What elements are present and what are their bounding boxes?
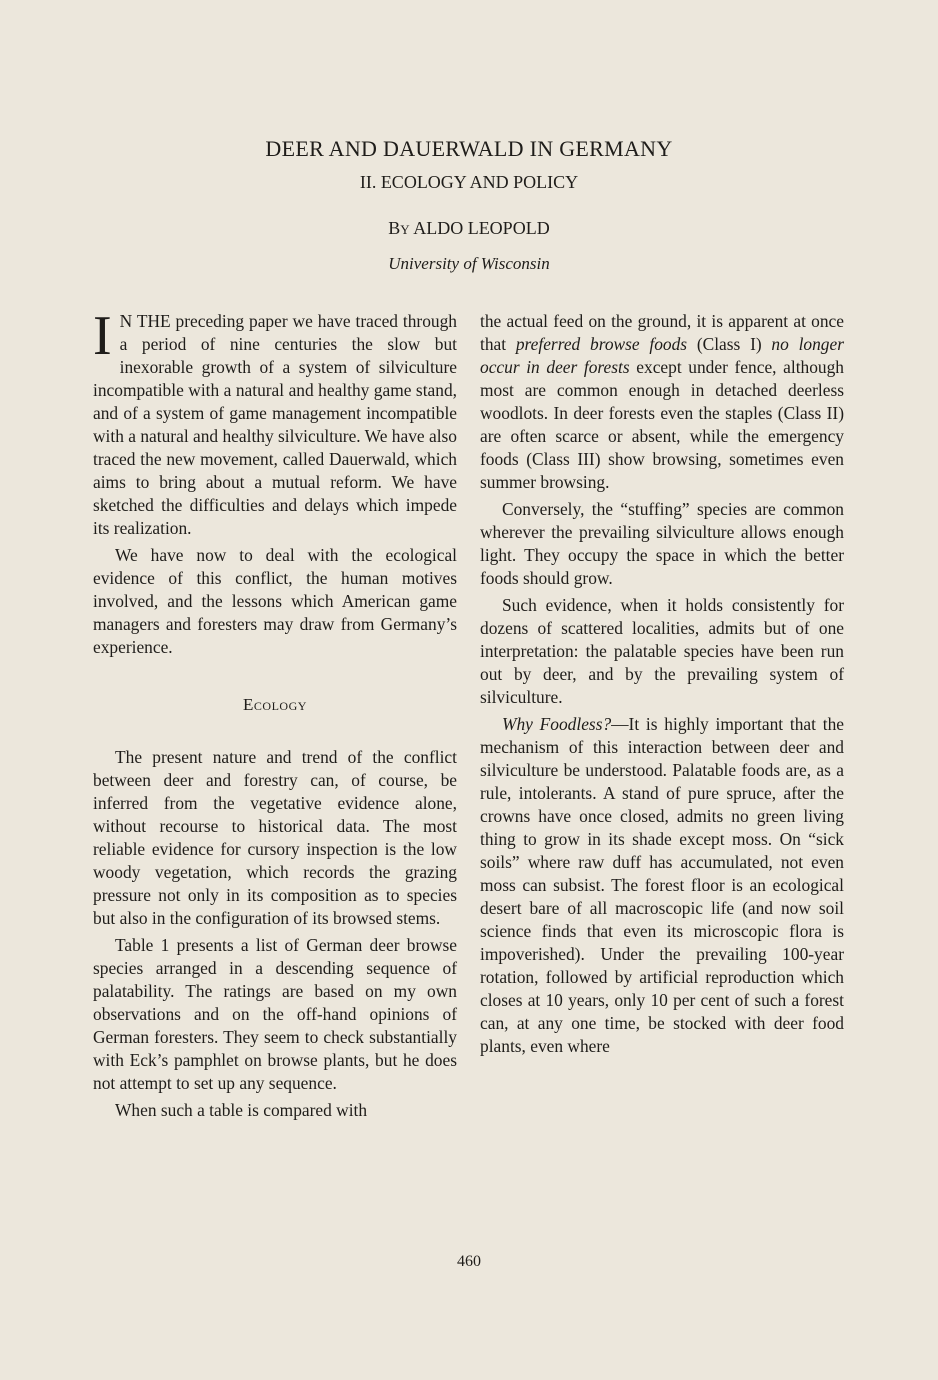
drop-cap: I <box>93 305 112 367</box>
paragraph-why-foodless <box>480 713 844 1058</box>
run-in-heading: Why Foodless? <box>502 714 612 734</box>
paragraph: We have now to deal with the ecological evidence of this conflict, the human motives involved, and the lessons which American game managers and foresters may draw from Germany’s experience. <box>93 545 457 657</box>
italic-phrase: preferred browse foods <box>515 334 688 354</box>
paragraph: When such a table is compared with <box>115 1100 368 1120</box>
text-run: —It is highly important that the mechanism of this interaction between deer and silviculture be understood. Palatable foods are, as a rule, intolerants. A stand of pure spruce, after the crowns have once closed, admits no green living thing to grow in its shade except moss. On “sick soils” where raw duff has accumulated, not even moss can subsist. The forest floor is an ecological desert bare of all macroscopic life (and now soil science finds that even its microscopic flora is impoverished). Under the prevailing 100-year rotation, followed by artificial reproduction which closes at 10 years, only 10 per cent of such a forest can, at any one time, be stocked with deer food plants, even where <box>480 714 844 1056</box>
section-heading-ecology: Ecology <box>243 695 307 714</box>
byline <box>0 218 938 239</box>
paragraph-intro <box>93 305 457 540</box>
intro-text: N THE preceding paper we have traced through a period of nine centuries the slow but inexorable growth of a system of silviculture incompatible with a natural and healthy game stand, and of a system of game management incompatible with a natural and healthy silviculture. We have also traced the new movement, called Dauerwald, which aims to bring about a mutual reform. We have sketched the difficulties and delays which impede its realization. <box>93 311 457 538</box>
page-number: 460 <box>457 1253 481 1270</box>
paragraph: Table 1 presents a list of German deer browse species arranged in a descending sequence of palatability. The ratings are based on my own observations and on the off-hand opinions of German foresters. They seem to check substantially with Eck’s pamphlet on browse plants, but he does not attempt to set up any sequence. <box>93 935 457 1093</box>
italic-phrase: no longer occur in deer forests <box>480 334 844 377</box>
paragraph-continued <box>480 310 844 494</box>
author-name: ALDO LEOPOLD <box>413 218 550 238</box>
paragraph: Conversely, the “stuffing” species are common wherever the prevailing silviculture allows enough light. They occupy the space in which the better foods should grow. <box>480 499 844 588</box>
paragraph: The present nature and trend of the conflict between deer and forestry can, of course, be inferred from the vegetative evidence alone, without recourse to historical data. The most reliable evidence for cursory inspection is the low woody vegetation, which records the grazing pressure not only in its composition as to species but also in the configuration of its browsed stems. <box>93 747 457 928</box>
paragraph: Such evidence, when it holds consistently for dozens of scattered localities, admits but of one interpretation: the palatable species have been run out by deer, and by the prevailing system of silviculture. <box>480 595 844 707</box>
article-subtitle: II. ECOLOGY AND POLICY <box>359 172 579 192</box>
right-column <box>480 310 844 1062</box>
text-run: the actual feed on the ground, it is apparent at once that <box>480 311 844 354</box>
article-title: DEER AND DAUERWALD IN GERMANY <box>265 136 673 161</box>
text-run: except under fence, although most are common enough in detached deerless woodlots. In deer forests even the staples (Class II) are often scarce or absent, while the emergency foods (Class III) show browsing, sometimes even summer browsing. <box>480 357 844 492</box>
text-run: (Class I) <box>687 334 772 354</box>
byline-prefix: By <box>388 218 410 238</box>
author-affiliation: University of Wisconsin <box>388 254 550 273</box>
left-column <box>93 305 457 1126</box>
